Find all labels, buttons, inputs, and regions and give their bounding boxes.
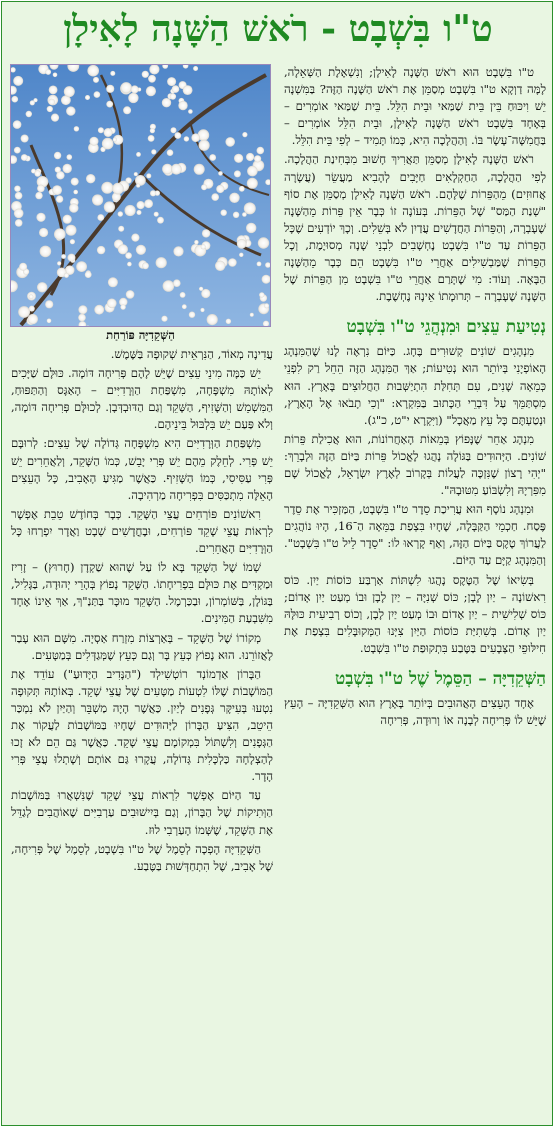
blossom-flower xyxy=(193,66,198,71)
blossom-flower xyxy=(211,193,219,201)
blossom-flower xyxy=(237,239,247,249)
blossom-flower xyxy=(45,300,53,308)
blossom-flower xyxy=(94,91,101,98)
blossom-flower xyxy=(67,154,73,160)
blossom-flower xyxy=(64,273,69,278)
blossom-flower xyxy=(148,135,155,142)
paragraph: רֹאשׁ הַשָּׁנָה לָאִילָן מְסַמֵּן תַּאֲרִיךְ חָשׁוּב מִבְּחִינַת הַהֲלָכָה. לְפִי הַהֲלָכָה, הַחַקְלָאִים חַיָּבִים לְהָבִיא מַעֲשֵׂר (עֲשָׂרָה אֲחוּזִים) מֵהַפֵּרוֹת שֶׁלָּהֶם. רֹאשׁ הַשָּׁנָה לָאִילָן מְסַמֵּן אֶת סוֹף "שְׁנַת הַמַּס" שֶׁל הַפֵּרוֹת. בְּעוֹנָה זוֹ כְּבָר אֵין פֵּרוֹת מֵהַשָּׁנָה שֶׁעָבְרָה, וְהַפֵּרוֹת הַחֲדָשִׁים עֲדַיִן לֹא בְּשֵׁלִים. וְכָךְ יוֹדְעִים שֶׁכָּל הַפֵּרוֹת עַד ט"ו בִּשְׁבָט נֶחְשָׁבִים לִבְנֵי שָׁנָה מְסוּיֶמֶת, וְכָל הַפֵּרוֹת שֶׁמַּבְשִׁילִים אַחֲרֵי ט"ו בִּשְׁבָט הֵם כְּבָר מֵהַשָּׁנָה הַבָּאָה. וְעוֹד: מִי שֶׁתָּרַם אַחֲרֵי ט"ו בִּשְׁבָט מִן הַפֵּרוֹת שֶׁל הַשָּׁנָה שֶׁעָבְרָה – תְּרוּמָתוֹ אֵינָהּ נֶחְשֶׁבֶת. xyxy=(284,152,546,304)
blossom-flower xyxy=(257,147,265,155)
blossom-flower xyxy=(33,98,37,102)
blossom-flower xyxy=(101,182,113,194)
blossom-flower xyxy=(221,210,227,216)
blossom-flower xyxy=(68,254,76,262)
blossom-flower xyxy=(54,228,66,240)
blossom-flower xyxy=(225,137,235,147)
blossom-flower xyxy=(57,261,61,265)
blossom-flower xyxy=(49,86,58,95)
blossom-flower xyxy=(144,199,153,208)
blossom-flower xyxy=(247,166,258,177)
blossom-flower xyxy=(265,262,271,268)
blossom-flower xyxy=(71,178,79,186)
paragraph: רִאשׁוֹנִים פּוֹרְחִים עֲצֵי הַשָּׁקֵד. כְּבָר בְּחוֹדֶשׁ טֵבֵת אֶפְשָׁר לִרְאוֹת עֲצֵי שָׁקֵד פּוֹרְחִים, וּבֶחֳדָשִׁים שְׁבָט וַאֲדָר יִפְרְחוּ כָּל הַוְּרָדִיִּים הָאֲחֵרִים. xyxy=(11,506,273,556)
paragraph: מְקוֹרוֹ שֶׁל הַשָּׁקֵד – בְּאַרְצוֹת מִזְרַח אַסְיָה. מִשָּׁם הוּא עָבַר לָאֲזוֹרֵנוּ. הוּא נָפוֹץ כְּעֵץ בָּר וְגַם כְּעֵץ שֶׁמְּגַדְּלִים בְּמַטָּעִים. xyxy=(11,630,273,662)
blossom-flower xyxy=(97,246,105,254)
blossom-flower xyxy=(66,225,77,236)
blossom-flower xyxy=(125,252,132,259)
paragraph: עַד הַיּוֹם אֶפְשָׁר לִרְאוֹת עֲצֵי שָׁקֵד שֶׁנִּשְׁאֲרוּ בַּמּוֹשָׁבוֹת הַוְּתִיקוֹת שֶׁל הַבָּרוֹן, וְגַם בְּיִישׁוּבִים עַרְבִיִּים שֶׁאוֹהֲבִים לְגַדֵּל אֶת הַשָּׁקֵד, שֶׁשְּׁמוֹ הָעַרְבִי לוּז. xyxy=(11,788,273,837)
blossom-flower xyxy=(98,127,104,133)
blossom-flower xyxy=(113,138,117,142)
blossom-flower xyxy=(136,245,146,255)
blossom-flower xyxy=(70,239,75,244)
blossom-flower xyxy=(209,154,216,161)
blossom-flower xyxy=(47,319,52,324)
paragraph: הַבָּרוֹן אַדְמוֹנְד רוֹטְשִׁילְד ("הַנָּדִיב הַיָּדוּעַ") עוֹדֵד אֶת הַמּוֹשָׁבוֹת שֶׁלּוֹ לִטְעוֹת מַטָּעִים שֶׁל עֲצֵי שָׁקֵד. בְּאוֹתָהּ תְּקוּפָה נִטְעוּ בְּעִיקָּר גְּפָנִים לְיַיִן. כַּאֲשֶׁר הָיָה מַשְׁבֵּר וְהַיַּיִן לֹא נִמְכַּר הֵיטֵב, הִצִּיעַ הַבָּרוֹן לַיְּהוּדִים שֶׁחָיוּ בַּמּוֹשָׁבוֹת לַעֲקוֹר אֶת הַגְּפָנִים וְלִשְׁתּוֹל בִּמְקוֹמָם עֲצֵי שָׁקֵד. כַּאֲשֶׁר גַּם הֵם לֹא זָכוּ לְהַצְלָחָה כַּלְכָּלִית גְּדוֹלָה, עֲקָרוּ גַּם אוֹתָם וְשָׁתְלוּ עֲצֵי פְּרִי הָדָר. xyxy=(11,666,273,784)
blossom-flower xyxy=(257,262,262,267)
blossom-flower xyxy=(156,257,167,268)
blossom-flower xyxy=(218,171,223,176)
blossom-flower xyxy=(93,77,99,83)
blossom-flower xyxy=(97,214,104,221)
blossom-flower xyxy=(53,73,58,78)
blossom-flower xyxy=(112,183,124,195)
blossom-flower xyxy=(148,75,156,83)
blossom-flower xyxy=(242,212,247,217)
blossom-flower xyxy=(54,152,61,159)
blossom-flower xyxy=(259,292,264,297)
blossom-flower xyxy=(250,313,254,317)
blossom-flower xyxy=(21,135,29,143)
blossom-flower xyxy=(108,277,118,287)
blossom-flower xyxy=(207,314,218,325)
blossom-flower xyxy=(262,275,271,284)
blossom-flower xyxy=(14,147,21,154)
section-heading-almond: הַשְּׁקֵדִיָּה – הַסֵּמֶל שֶׁל ט"ו בִּשְׁבָט xyxy=(334,669,546,689)
blossom-flower xyxy=(21,154,28,161)
blossom-flower xyxy=(233,212,239,218)
blossom-flower xyxy=(52,185,62,195)
blossom-flower xyxy=(163,280,175,292)
paragraph: מִנְהָגִים שׁוֹנִים קְשׁוּרִים בֶּחָג. כַּיּוֹם נִרְאֶה לָנוּ שֶׁהַמִּנְהָג הָאוֹפְיָנִי בְּיוֹתֵר הוּא נְטִיעוֹת; אַךְ הַמִּנְהָג הַזֶּה הֵחֵל רַק לִפְנֵי כְּמֵאָה שָׁנִים, עִם תְּחִלַּת הִתְיַשְּׁבוּת הַחֲלוּצִים בָּאָרֶץ. הוּא מִסְתַּמֵּךְ עַל דִּבְרֵי הַכָּתוּב בַּמִּקְרָא: "וְכִי תָבֹאוּ אֶל הָאָרֶץ, וּנְטַעְתֶּם כָּל עֵץ מַאֲכָל" (וַיִּקְרָא י"ט, כ"ג). xyxy=(284,344,546,427)
blossom-flower xyxy=(202,229,210,237)
blossom-flower xyxy=(131,234,139,242)
blossom-flower xyxy=(127,262,132,267)
blossom-flower xyxy=(40,246,52,258)
blossom-flower xyxy=(14,209,24,219)
blossom-flower xyxy=(56,195,63,202)
blossom-flower xyxy=(171,127,177,133)
paragraph: יֵשׁ כַּמָּה מִינֵי עֵצִים שֶׁיֵּשׁ לָהֶם פְּרִיחָה דּוֹמָה. כּוּלָּם שַׁיָּכִים לְאוֹתָהּ מִשְׁפָּחָה, מִשְׁפַּחַת הַוְּרָדִיִּים – הָאַגָּס וְהַתַּפּוּחַ, הַמִּשְׁמֵשׁ וְהַשָּׁזִיף, הַשָּׁקֵד וְגַם הַדּוּבְדְּבָן. לְכוּלָּם פְּרִיחָה דּוֹמָה, וְלֹא פַּעַם יֵשׁ בִּלְבּוּל בֵּינֵיהֶם. xyxy=(11,366,273,432)
paragraph: וּמִנְהָג נוֹסָף הוּא עֲרִיכַת סֵדֶר ט"ו בִּשְׁבָט, הַמַּזְכִּיר אֶת סֵדֶר פֶּסַח. חַכְמֵי הַקַּבָּלָה, שֶׁחָיוּ בִּצְפַת בַּמֵּאָה הַ־16, הָיוּ נוֹהֲגִים לַעֲרוֹךְ טֶקֶס בַּיּוֹם הַזֶּה, וְאַף קָרְאוּ לוֹ: "סֵדֶר לֵיל ט"ו בִּשְׁבָט". וְהַמִּנְהָג קַיָּם עַד הַיּוֹם. xyxy=(284,502,546,568)
blossom-flower xyxy=(229,193,239,203)
blossom-flower xyxy=(180,292,186,298)
blossom-flower xyxy=(150,190,156,196)
photo-caption: הַשְּׁקֵדִיָּה פּוֹרַחַת xyxy=(106,328,175,342)
blossom-flower xyxy=(183,85,193,95)
blossom-flower xyxy=(63,215,72,224)
blossom-flower xyxy=(37,282,47,292)
blossom-flower xyxy=(86,174,95,183)
blossom-flower xyxy=(201,184,207,190)
blossom-flower xyxy=(254,155,261,162)
blossom-flower xyxy=(64,86,75,97)
blossom-flower xyxy=(178,101,187,110)
blossom-flower xyxy=(13,76,23,86)
blossom-flower xyxy=(157,217,164,224)
blossom-flower xyxy=(13,120,22,129)
paragraph: הַשְּׁקֵדִיָּה הָפְכָה לְסֵמֶל שֶׁל ט"ו בִּשְׁבָט, לְסֵמֶל שֶׁל פְּרִיחָה, שֶׁל אָבִיב, שֶׁל הִתְחַדְּשׁוּת בַּטֶּבַע. xyxy=(11,841,273,873)
blossom-flower xyxy=(161,316,167,322)
blossom-flower xyxy=(131,85,139,93)
blossom-flower xyxy=(12,96,19,103)
blossom-flower xyxy=(85,271,92,278)
blossom-flower xyxy=(134,172,138,176)
blossom-flower xyxy=(78,305,87,314)
blossom-flower xyxy=(135,175,146,186)
blossom-flower xyxy=(92,194,103,205)
blossom-flower xyxy=(201,244,206,249)
blossom-flower xyxy=(107,299,117,309)
blossom-flower xyxy=(189,312,195,318)
blossom-flower xyxy=(239,186,245,192)
blossom-flower xyxy=(104,201,115,212)
blossom-flower xyxy=(264,303,269,308)
blossom-flower xyxy=(118,244,128,254)
blossom-flower xyxy=(87,65,99,77)
blossom-flower xyxy=(28,314,38,324)
blossom-flower xyxy=(15,192,23,200)
section-heading-planting: נְטִיעַת עֵצִים וּמִנְהֲגֵי ט"ו בִּשְׁבָט xyxy=(346,317,546,338)
blossom-flower xyxy=(228,258,237,267)
article-title: ט"ו בִּשְׁבָט - רֹאשׁ הַשָּׁנָה לָאִילָן xyxy=(63,8,493,50)
blossom-flower xyxy=(215,261,225,271)
blossom-flower xyxy=(247,178,258,189)
blossom-flower xyxy=(146,173,151,178)
blossom-flower xyxy=(136,152,141,157)
blossom-flower xyxy=(106,85,114,93)
blossom-flower xyxy=(125,205,136,216)
blossom-flower xyxy=(171,164,182,175)
blossom-flower xyxy=(78,314,86,322)
blossom-flower xyxy=(63,164,72,173)
blossom-image xyxy=(11,65,271,327)
blossom-flower xyxy=(184,136,189,141)
blossom-flower xyxy=(172,85,180,93)
blossom-flower xyxy=(188,109,193,114)
paragraph: בְּשִׂיאוֹ שֶׁל הַטֶּקֶס נָהֲגוּ לִשְׁתּוֹת אַרְבַּע כּוֹסוֹת יַיִן. כּוֹס רִאשׁוֹנָה – יַיִן לָבָן; כּוֹס שְׁנִיָּה – יַיִן לָבָן וּבוֹ מְעַט יַיִן אָדוֹם; כּוֹס שְׁלִישִׁית – יַיִן אָדוֹם וּבוֹ מְעַט יַיִן לָבָן, וְכוֹס רְבִיעִית כּוּלָּהּ יַיִן אָדוֹם. בְּשִׁתִיַּת כּוֹסוֹת הַיַּיִן צִיְּנוּ הַמְּקוּבָּלִים בִּצְפַת אֶת חִילּוּפֵי הַצְּבָעִים בַּטֶּבַע בִּתְקוּפַת ט"ו בִּשְׁבָט. xyxy=(284,572,546,655)
blossom-flower xyxy=(258,237,269,248)
blossom-flower xyxy=(265,179,271,185)
blossom-flower xyxy=(106,101,113,108)
blossom-flower xyxy=(239,253,243,257)
blossom-flower xyxy=(69,203,78,212)
blossom-flower xyxy=(47,106,53,112)
blossom-flower xyxy=(142,71,149,78)
blossom-flower xyxy=(170,93,176,99)
paragraph: שְׁמוֹ שֶׁל הַשָּׁקֵד בָּא לוֹ עַל שֶׁהוּא שַׁקְדָן (חָרוּץ) – זָרִיז וּמַקְדִּים אֶת כּוּלָּם בִּפְרִיחָתוֹ. הַשָּׁקֵד נָפוֹץ בְּהָרֵי יְהוּדָה, בַּגָּלִיל, בַּגּוֹלָן, בַּשּׁוֹמְרוֹן, וּבַכַּרְמֶל. הַשָּׁקֵד מוּכָּר בַּתַּנַ"ךְ, אַךְ אֵינוֹ אֶחָד מִשִּׁבְעַת הַמִּינִים. xyxy=(11,560,273,626)
blossom-flower xyxy=(55,167,61,173)
blossom-flower xyxy=(37,185,45,193)
blossom-flower xyxy=(216,185,224,193)
blossom-flower xyxy=(51,114,59,122)
blossom-flower xyxy=(151,149,156,154)
blossom-flower xyxy=(76,261,87,272)
blossom-flower xyxy=(39,228,48,237)
blossom-flower xyxy=(194,164,205,175)
almond-blossom-photo xyxy=(10,64,271,327)
right-column xyxy=(284,64,546,731)
blossom-flower xyxy=(118,226,124,232)
blossom-flower xyxy=(199,140,210,151)
left-column xyxy=(11,346,273,877)
blossom-flower xyxy=(45,69,51,75)
blossom-flower xyxy=(90,137,99,146)
blossom-flower xyxy=(142,262,149,269)
blossom-flower xyxy=(234,154,243,163)
blossom-flower xyxy=(61,254,66,259)
blossom-flower xyxy=(118,211,123,216)
blossom-flower xyxy=(126,290,135,299)
blossom-flower xyxy=(29,294,34,299)
blossom-flower xyxy=(85,95,90,100)
blossom-flower xyxy=(167,77,176,86)
blossom-flower xyxy=(201,289,210,298)
blossom-flower xyxy=(263,321,269,327)
blossom-flower xyxy=(194,240,198,244)
blossom-flower xyxy=(242,132,247,137)
blossom-flower xyxy=(150,128,155,133)
blossom-flower xyxy=(66,106,75,115)
blossom-flower xyxy=(74,126,79,131)
blossom-flower xyxy=(137,210,142,215)
blossom-flower xyxy=(191,133,200,142)
blossom-flower xyxy=(182,304,187,309)
blossom-flower xyxy=(146,86,156,96)
paragraph: עֲדִינָה מְאוֹד, הַנִּרְאֵית שְׁקוּפָה בַּשֶּׁמֶשׁ. xyxy=(110,347,273,361)
blossom-flower xyxy=(167,149,174,156)
blossom-flower xyxy=(18,306,30,318)
blossom-flower xyxy=(36,213,45,222)
blossom-flower xyxy=(26,111,32,117)
blossom-flower xyxy=(94,305,104,315)
blossom-flower xyxy=(19,263,27,271)
blossom-flower xyxy=(128,93,138,103)
blossom-flower xyxy=(73,190,78,195)
blossom-flower xyxy=(226,319,231,324)
paragraph: אֶחָד הָעֵצִים הָאֲהוּבִים בְּיוֹתֵר בָּאָרֶץ הוּא הַשְּׁקֵדִיָּה – הָעֵץ שֶׁיֵּשׁ לוֹ פְּרִיחָה לְבָנָה אוֹ וְרוּדָה, פְּרִיחָה xyxy=(284,696,546,728)
article-frame xyxy=(1,1,553,1126)
blossom-flower xyxy=(15,219,23,227)
blossom-flower xyxy=(120,304,125,309)
blossom-flower xyxy=(246,153,254,161)
blossom-flower xyxy=(174,132,181,139)
blossom-flower xyxy=(104,128,113,137)
blossom-flower xyxy=(121,82,132,93)
blossom-flower xyxy=(154,212,159,217)
blossom-flower xyxy=(162,98,171,107)
blossom-flower xyxy=(234,170,241,177)
blossom-flower xyxy=(123,106,131,114)
blossom-flower xyxy=(136,184,140,188)
blossom-flower xyxy=(34,170,40,176)
blossom-flower xyxy=(200,308,204,312)
blossom-flower xyxy=(246,223,256,233)
paragraph: מִנְהָג אַחֵר שֶׁנָּפוֹץ בְּמֵאוֹת הָאַחֲרוֹנוֹת, הוּא אֲכִילַת פֵּרוֹת שׁוֹנִים. הַיְּהוּדִים בַּגּוֹלָה נָהֲגוּ לֶאֱכוֹל פֵּרוֹת בַּיּוֹם הַזֶּה וּלְבָרֵךְ: "יְהִי רָצוֹן שֶׁנִּזְכֶּה לַעֲלוֹת בְּקָרוֹב לְאֶרֶץ יִשְׂרָאֵל, לֶאֱכוֹל שָׁם מִפִּרְיָהּ וְלִשְׂבּוֹעַ מִטּוּבָהּ". xyxy=(284,431,546,498)
blossom-flower xyxy=(29,306,35,312)
blossom-flower xyxy=(35,192,42,199)
blossom-flower xyxy=(14,186,20,192)
paragraph: ט"ו בִּשְׁבָט הוּא רֹאשׁ הַשָּׁנָה לָאִילָן; וְנִשְׁאֶלֶת הַשְּׁאֵלָה, לָמָּה דַוְקָא ט"ו בִּשְׁבָט מְסַמֵּן אֶת רֹאשׁ הַשָּׁנָה הַזֶּה? בַּמִּשְׁנָה יֵשׁ וִיכּוּחַ בֵּין בֵּית שַׁמַּאי וּבֵית הִלֵּל. בֵּית שַׁמַּאי אוֹמְרִים – בְּאֶחָד בִּשְׁבָט רֹאשׁ הַשָּׁנָה לָאִילָן, וּבֵית הִלֵּל אוֹמְרִים – בַּחֲמִשָּׁה־עָשָׂר בּוֹ. וְהַהֲלָכָה הִיא, כְּמוֹ תָּמִיד – לְפִי בֵּית הִלֵּל. xyxy=(284,65,546,148)
blossom-flower xyxy=(49,99,55,105)
blossom-flower xyxy=(173,246,183,256)
paragraph: מִשְׁפַּחַת הַוְּרָדִיִּים הִיא מִשְׁפָּחָה גְּדוֹלָה שֶׁל עֵצִים: לְרוּבָּם יֵשׁ פְּרִי. לְחֵלֶק מֵהֶם יֵשׁ פְּרִי יָבֵשׁ, כְּמוֹ הַשָּׁקֵד, וְלַאֲחֵרִים יֵשׁ פְּרִי עַסִּיסִי, כְּמוֹ הַשָּׁזִיף. כַּאֲשֶׁר מַגִּיעַ הָאָבִיב, כָּל הָעֵצִים הָאֵלֶּה מִתְכַּסִּים בִּפְרִיחָה מַרְהִיבָה. xyxy=(11,436,273,502)
blossom-flower xyxy=(102,138,114,150)
blossom-flower xyxy=(137,201,145,209)
blossom-flower xyxy=(110,71,115,76)
